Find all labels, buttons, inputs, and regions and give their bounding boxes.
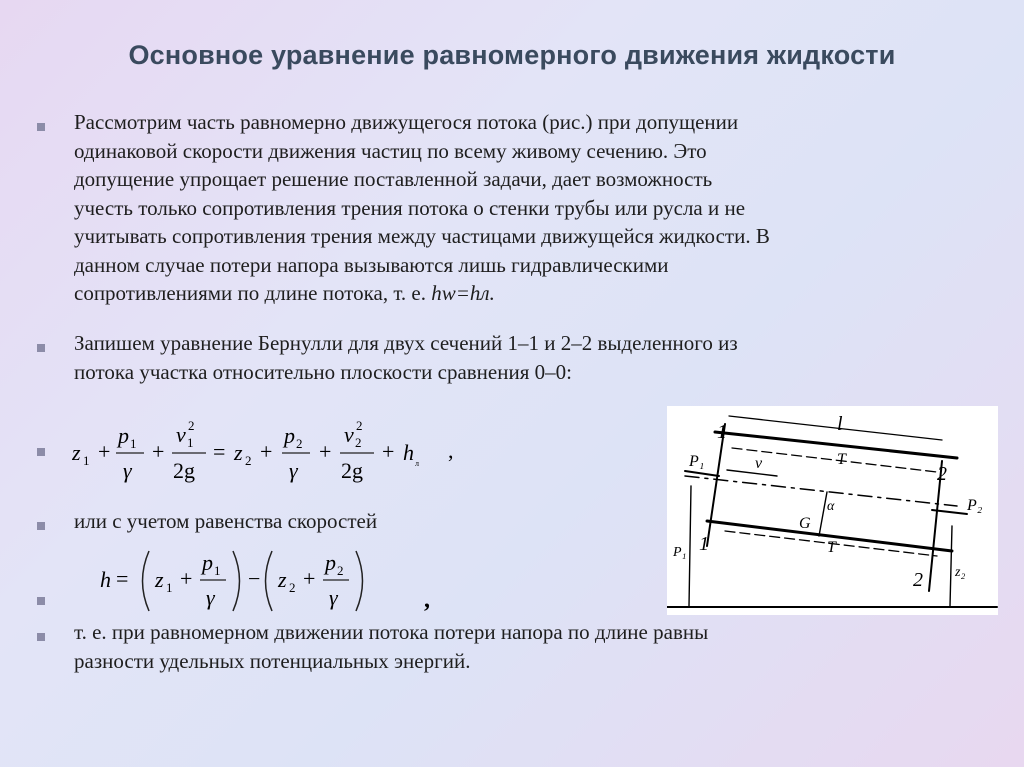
- label-velocity: v: [755, 455, 763, 472]
- formula-gamma: γ: [123, 458, 132, 483]
- formula-op: +: [260, 439, 273, 464]
- bernoulli-equation: [72, 410, 482, 492]
- formula-op: +: [180, 566, 193, 591]
- formula-sub: 1: [130, 436, 137, 451]
- text-line: разности удельных потенциальных энергий.: [74, 648, 471, 673]
- formula-sub: л: [415, 459, 419, 468]
- formula-2g: 2g: [173, 458, 195, 483]
- formula-op: =: [213, 439, 226, 464]
- label-length: l: [837, 413, 843, 435]
- formula-sub: 2: [355, 435, 362, 450]
- formula-sub: 1: [187, 435, 194, 450]
- text-line: учесть только сопротивления трения потока о стенки трубы или русла и не: [74, 195, 746, 220]
- formula-op: =: [116, 566, 129, 591]
- formula-op: +: [98, 439, 111, 464]
- label-tau-bottom: T: [827, 539, 836, 556]
- formula-sub: 2: [245, 453, 252, 468]
- formula-sub: 2: [337, 563, 344, 578]
- text-line: [74, 279, 974, 308]
- text-line: Запишем уравнение Бернулли для двух сечений 1–1 и 2–2 выделенного из: [74, 331, 738, 355]
- formula-p1: p: [202, 550, 213, 575]
- bullet-marker: [37, 597, 45, 605]
- formula-sub: 1: [214, 563, 221, 578]
- head-loss-equation: [100, 545, 430, 617]
- formula-comma: ,: [448, 438, 454, 463]
- formula-op: +: [319, 439, 332, 464]
- bullet-marker: [37, 123, 45, 131]
- formula-p2: p: [284, 423, 295, 448]
- formula-op: +: [152, 439, 165, 464]
- formula-p2: p: [325, 550, 336, 575]
- label-pressure-1: P₁: [689, 453, 705, 470]
- formula-h: h: [100, 567, 111, 592]
- formula-z2: z: [278, 567, 287, 592]
- page-title: Основное уравнение равномерного движения жидкости: [128, 40, 896, 70]
- label-gravity: G: [799, 515, 811, 532]
- formula-gamma: γ: [289, 458, 298, 483]
- formula-h: h: [403, 440, 414, 465]
- formula-gamma: γ: [329, 585, 338, 610]
- label-section-2-bottom: 2: [913, 569, 923, 591]
- text-line: допущение упрощает решение поставленной задачи, дает возможность: [74, 167, 713, 191]
- formula-v2: v: [344, 422, 354, 447]
- paragraph-conclusion: [74, 618, 974, 675]
- label-z2: z₂: [955, 565, 966, 580]
- text-line: данном случае потери напора вызываются лишь гидравлическими: [74, 252, 669, 277]
- flow-diagram: [667, 406, 998, 615]
- paragraph-bernoulli: [74, 329, 974, 386]
- text-line: одинаковой скорости движения частиц по всему живому сечению. Это: [74, 138, 707, 163]
- bullet-marker: [37, 448, 45, 456]
- inline-formula: hw=hл.: [431, 281, 495, 305]
- formula-v1: v: [176, 422, 186, 447]
- bullet-marker: [37, 522, 45, 530]
- formula-gamma: γ: [206, 585, 215, 610]
- formula-sub: 1: [83, 453, 90, 468]
- formula-z1: z: [72, 440, 81, 465]
- formula-2g: 2g: [341, 458, 363, 483]
- formula-z1: z: [155, 567, 164, 592]
- text-line: учитывать сопротивления трения между частицами движущейся жидкости. В: [74, 224, 770, 248]
- label-angle: α: [827, 499, 835, 514]
- formula-op: −: [248, 566, 261, 591]
- formula-sub: 1: [166, 580, 173, 595]
- label-section-2-top: 2: [937, 463, 947, 485]
- bullet-marker: [37, 633, 45, 641]
- formula-op: +: [303, 566, 316, 591]
- text-line: т. е. при равномерном движении потока потери напора по длине равны: [74, 620, 709, 644]
- label-tau-top: T: [837, 451, 846, 468]
- flow-diagram-svg: [667, 406, 998, 615]
- text-line: Рассмотрим часть равномерно движущегося потока (рис.) при допущении: [74, 110, 739, 134]
- formula-sub: 2: [289, 580, 296, 595]
- text-line-prefix: сопротивлениями по длине потока, т. е.: [74, 281, 432, 305]
- formula-comma: ,: [424, 587, 430, 613]
- formula-z2: z: [234, 440, 243, 465]
- formula-sup: 2: [188, 418, 195, 433]
- bullet-marker: [37, 344, 45, 352]
- formula-sup: 2: [356, 418, 363, 433]
- label-z1: P₁: [673, 545, 687, 560]
- label-section-1-top: 1: [717, 421, 727, 443]
- paragraph-intro: [74, 108, 974, 308]
- formula-p1: p: [118, 423, 129, 448]
- formula-op: +: [382, 439, 395, 464]
- label-section-1-bottom: 1: [699, 533, 709, 555]
- label-pressure-2: P₂: [967, 497, 983, 514]
- text-line: потока участка относительно плоскости сравнения 0–0:: [74, 359, 572, 384]
- paragraph-velocity: или с учетом равенства скоростей: [74, 509, 378, 533]
- formula-sub: 2: [296, 436, 303, 451]
